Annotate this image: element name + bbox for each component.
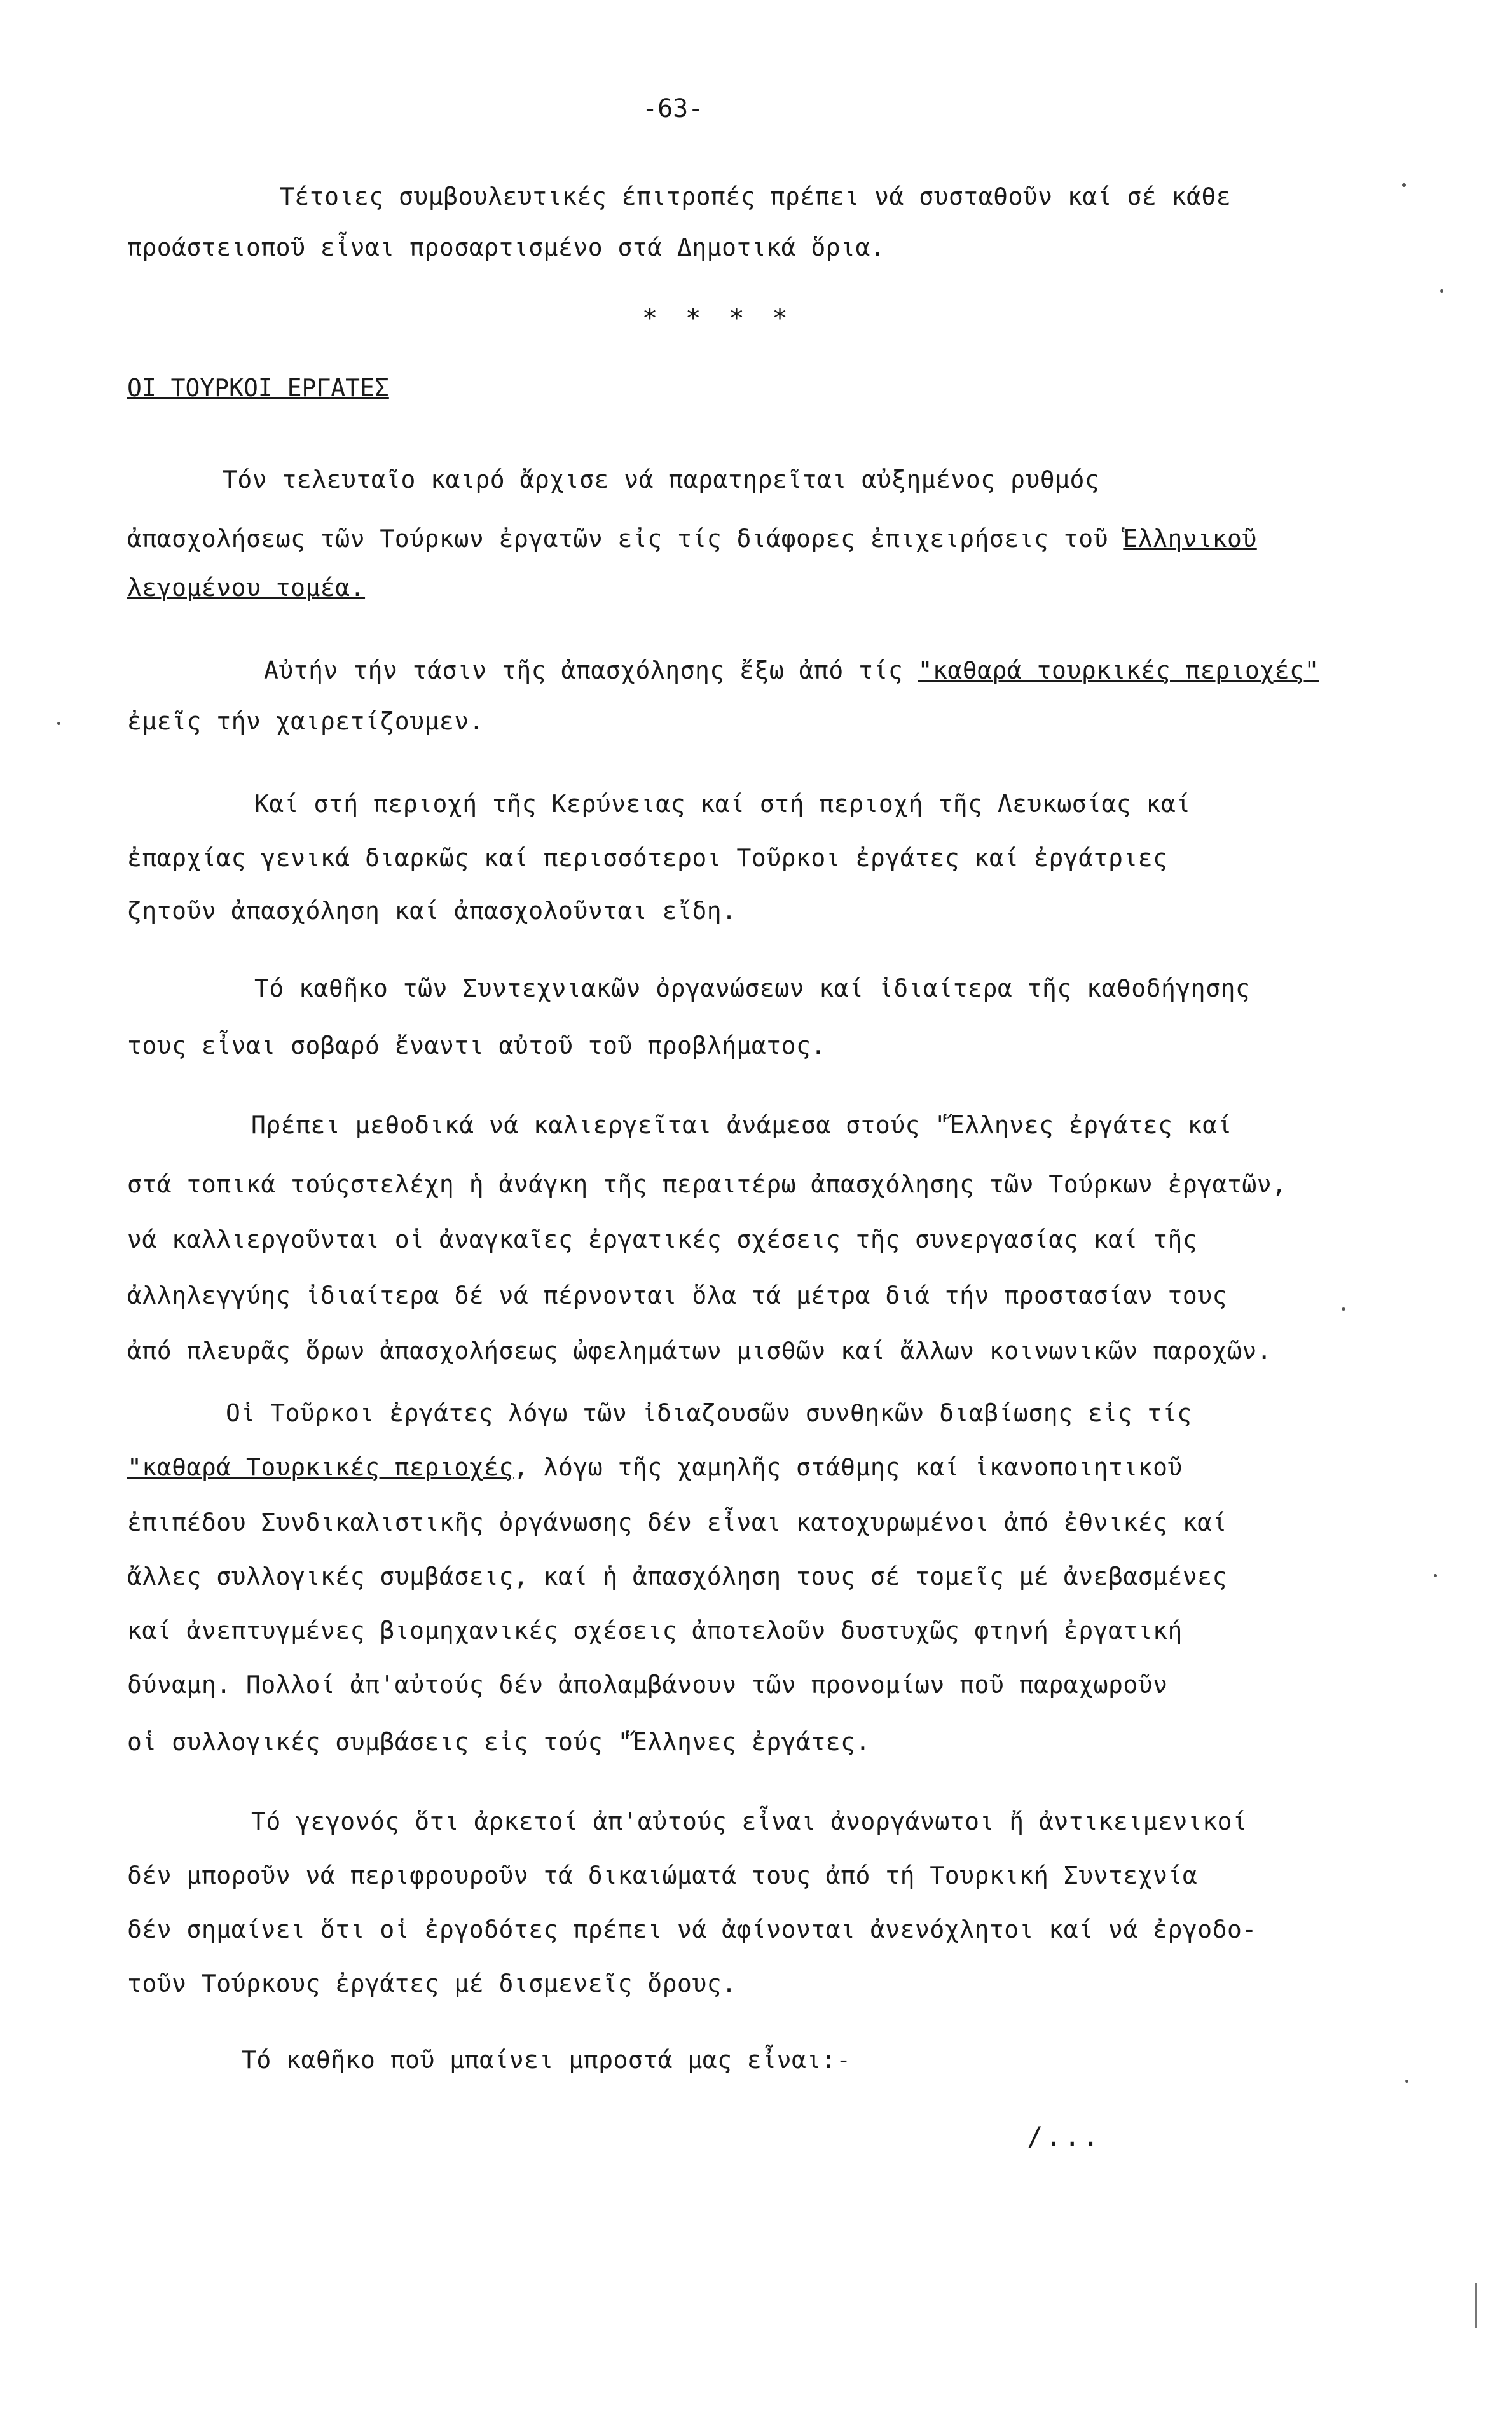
paragraph-8-line-3: δέν σημαίνει ὅτι οἱ ἐργοδότες πρέπει νά ἀφίνονται ἀνενόχλητοι καί νά ἐργοδο- — [127, 1916, 1257, 1943]
section-heading: ΟΙ ΤΟΥΡΚΟΙ ΕΡΓΑΤΕΣ — [127, 374, 389, 402]
scan-speck — [1405, 2080, 1408, 2083]
paragraph-8-line-1: Τό γεγονός ὅτι ἀρκετοί ἀπ'αὐτούς εἶναι ἀνοργάνωτοι ἤ ἀντικειμενικοί — [251, 1807, 1247, 1835]
paragraph-6-line-1: Πρέπει μεθοδικά νά καλιεργεῖται ἀνάμεσα στούς "Ἕλληνες ἐργάτες καί — [251, 1111, 1232, 1139]
paragraph-4-line-1: Καί στή περιοχή τῆς Κερύνειας καί στή περιοχή τῆς Λευκωσίας καί — [254, 790, 1191, 818]
paragraph-5-line-1: Τό καθῆκο τῶν Συντεχνιακῶν ὀργανώσεων καί ἰδιαίτερα τῆς καθοδήγησης — [254, 974, 1251, 1002]
paragraph-2-underlined-sector: λεγομένου τομέα. — [127, 574, 366, 602]
paragraph-2-line-1: Τόν τελευταῖο καιρό ἄρχισε νά παρατηρεῖται αὐξημένος ρυθμός — [223, 466, 1100, 494]
paragraph-7-line-6: δύναμη. Πολλοί ἀπ'αὐτούς δέν ἀπολαμβάνουν τῶν προνομίων ποῦ παραχωροῦν — [127, 1671, 1168, 1699]
paragraph-3-underlined-regions: "καθαρά τουρκικές περιοχές" — [918, 656, 1319, 684]
scan-speck — [1434, 1574, 1437, 1577]
paragraph-5-line-2: τους εἶναι σοβαρό ἔναντι αὐτοῦ τοῦ προβλήματος. — [127, 1032, 826, 1060]
paragraph-6-line-3: νά καλλιεργοῦνται οἱ ἀναγκαῖες ἐργατικές σχέσεις τῆς συνεργασίας καί τῆς — [127, 1225, 1198, 1253]
paragraph-3-line-1 — [127, 655, 1512, 686]
paragraph-9-line-1: Τό καθῆκο ποῦ μπαίνει μπροστά μας εἶναι:- — [242, 2046, 851, 2074]
paragraph-8-line-4: τοῦν Τούρκους ἐργάτες μέ δισμενεῖς ὅρους. — [127, 1970, 737, 1998]
paragraph-2-line-2 — [127, 523, 1386, 554]
continuation-mark: /... — [1027, 2121, 1102, 2152]
scan-speck — [1342, 1307, 1345, 1311]
paragraph-4-line-2: ἐπαρχίας γενικά διαρκῶς καί περισσότεροι Τοῦρκοι ἐργάτες καί ἐργάτριες — [127, 844, 1168, 872]
margin-mark — [1475, 2283, 1477, 2328]
paragraph-3-line-1-text: Αὐτήν τήν τάσιν τῆς ἀπασχόλησης ἔξω ἀπό τίς — [264, 656, 904, 684]
paragraph-1-line-1: Τέτοιες συμβουλευτικές έπιτροπές πρέπει νά συσταθοῦν καί σέ κάθε — [280, 183, 1232, 211]
scan-speck — [1402, 183, 1406, 187]
paragraph-7-line-4: ἄλλες συλλογικές συμβάσεις, καί ἡ ἀπασχόληση τους σέ τομεῖς μέ ἀνεβασμένες — [127, 1563, 1227, 1591]
paragraph-6-line-4: ἀλληλεγγύης ἰδιαίτερα δέ νά πέρνονται ὅλα τά μέτρα διά τήν προστασίαν τους — [127, 1281, 1227, 1309]
paragraph-2-line-2-text: ἀπασχολήσεως τῶν Τούρκων ἐργατῶν εἰς τίς διάφορες ἐπιχειρήσεις τοῦ — [127, 525, 1108, 553]
paragraph-6-line-5: ἀπό πλευρᾶς ὅρων ἀπασχολήσεως ὠφελημάτων μισθῶν καί ἄλλων κοινωνικῶν παροχῶν. — [127, 1337, 1272, 1365]
paragraph-7-line-2-text: , λόγω τῆς χαμηλῆς στάθμης καί ἱκανοποιητικοῦ — [513, 1453, 1183, 1481]
paragraph-1-line-2: προάστειοποῦ εἶναι προσαρτισμένο στά Δημοτικά ὅρια. — [127, 233, 886, 261]
paragraph-3-line-2: ἐμεῖς τήν χαιρετίζουμεν. — [127, 707, 485, 735]
paragraph-2-line-3 — [127, 572, 1386, 603]
paragraph-7-underlined-regions: "καθαρά Τουρκικές περιοχές — [127, 1453, 514, 1481]
paragraph-7-line-7: οἱ συλλογικές συμβάσεις εἰς τούς "Ἕλληνες ἐργάτες. — [127, 1728, 870, 1756]
paragraph-6-line-2: στά τοπικά τούςστελέχη ἡ ἀνάγκη τῆς περαιτέρω ἀπασχόλησης τῶν Τούρκων ἐργατῶν, — [127, 1170, 1287, 1198]
scan-speck — [1440, 289, 1443, 293]
paragraph-7-line-1: Οἱ Τοῦρκοι ἐργάτες λόγω τῶν ἰδιαζουσῶν συνθηκῶν διαβίωσης εἰς τίς — [226, 1399, 1192, 1427]
section-separator: * * * * — [642, 304, 794, 333]
paragraph-7-line-5: καί ἀνεπτυγμένες βιομηχανικές σχέσεις ἀποτελοῦν δυστυχῶς φτηνή ἐργατική — [127, 1617, 1183, 1645]
paragraph-7-line-2 — [127, 1452, 1386, 1482]
page-number: -63- — [642, 94, 704, 123]
paragraph-2-underlined-greek: Ἑλληνικοῦ — [1123, 525, 1257, 553]
paragraph-8-line-2: δέν μποροῦν νά περιφρουροῦν τά δικαιώματά τους ἀπό τή Τουρκική Συντεχνία — [127, 1861, 1198, 1889]
paragraph-7-line-3: ἐπιπέδου Συνδικαλιστικῆς ὀργάνωσης δέν εἶναι κατοχυρωμένοι ἀπό ἐθνικές καί — [127, 1508, 1227, 1536]
paragraph-4-line-3: ζητοῦν ἀπασχόληση καί ἀπασχολοῦνται εἴδη. — [127, 897, 737, 925]
scan-speck — [57, 722, 60, 725]
